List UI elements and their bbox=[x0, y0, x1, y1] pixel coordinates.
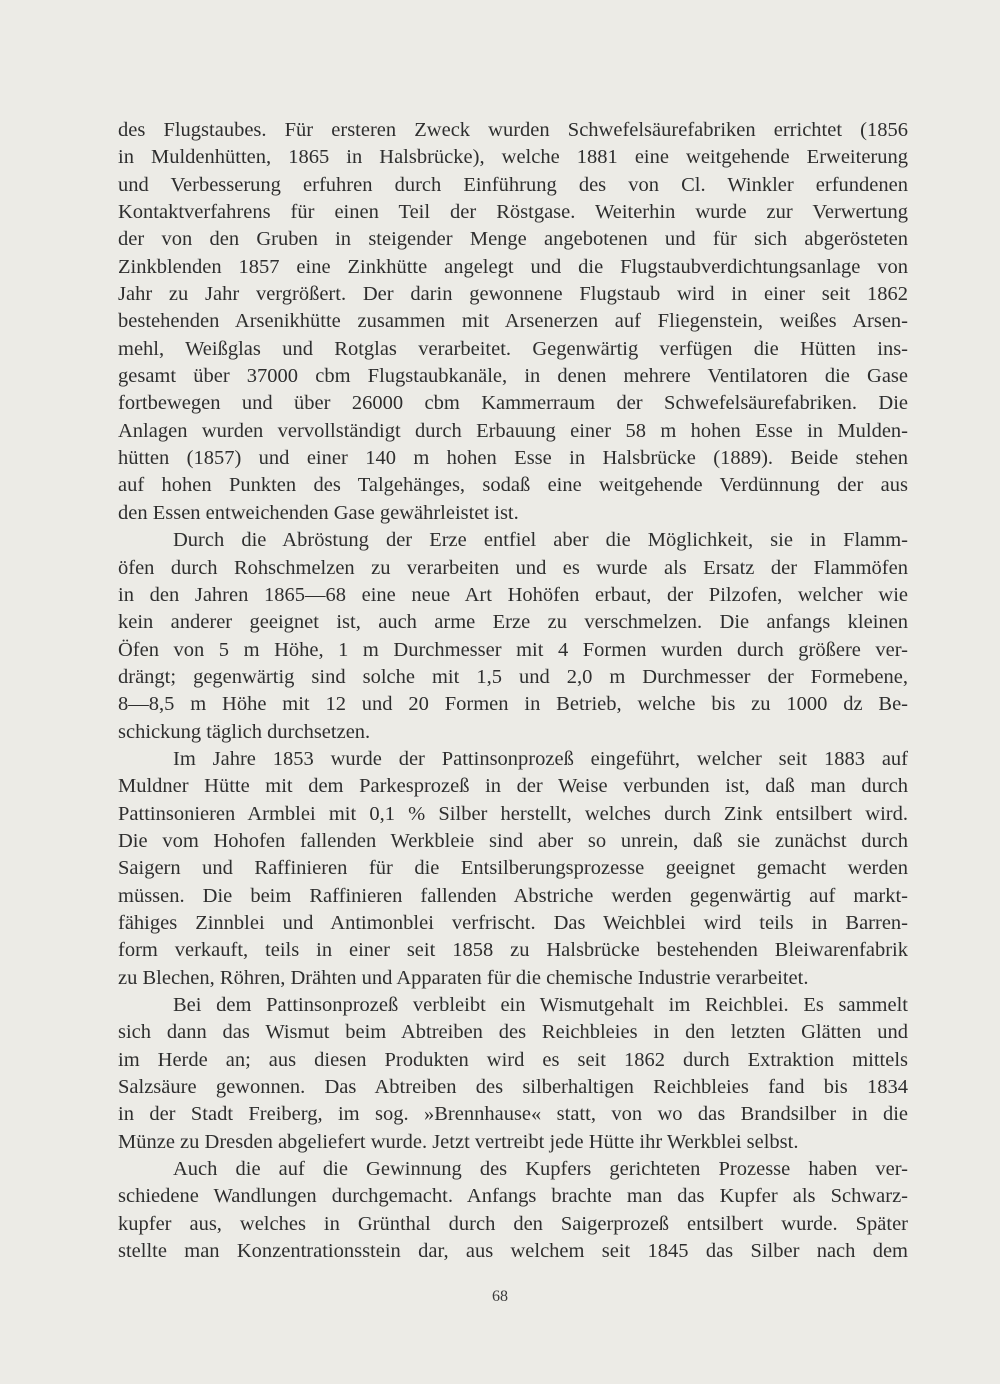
text-line: Bei dem Pattinsonprozeß verbleibt ein Wismutgehalt im Reichblei. Es sammelt bbox=[173, 994, 908, 1016]
text-line: 8—8,5 m Höhe mit 12 und 20 Formen in Betrieb, welche bis zu 1000 dz Be- bbox=[118, 693, 908, 716]
text-line: Saigern und Raffinieren für die Entsilberungsprozesse geeignet gemacht werden bbox=[118, 857, 908, 880]
text-line: auf hohen Punkten des Talgehänges, sodaß eine weitgehende Verdünnung der aus bbox=[118, 474, 908, 497]
text-line: form verkauft, teils in einer seit 1858 zu Halsbrücke bestehenden Bleiwarenfabrik bbox=[118, 939, 908, 962]
text-line: Kontaktverfahrens für einen Teil der Röstgase. Weiterhin wurde zur Verwertung bbox=[118, 201, 908, 224]
text-line: Öfen von 5 m Höhe, 1 m Durchmesser mit 4 Formen wurden durch größere ver- bbox=[118, 638, 908, 661]
text-line: schiedene Wandlungen durchgemacht. Anfangs brachte man das Kupfer als Schwarz- bbox=[118, 1185, 908, 1208]
text-line: öfen durch Rohschmelzen zu verarbeiten und es wurde als Ersatz der Flammöfen bbox=[118, 556, 908, 579]
text-line: des Flugstaubes. Für ersteren Zweck wurden Schwefelsäurefabriken errichtet (1856 bbox=[118, 119, 908, 141]
text-line: hütten (1857) und einer 140 m hohen Esse in Halsbrücke (1889). Beide stehen bbox=[118, 447, 908, 470]
text-line: in den Jahren 1865—68 eine neue Art Hohöfen erbaut, der Pilzofen, welcher wie bbox=[118, 583, 908, 606]
text-line: Durch die Abröstung der Erze entfiel aber die Möglichkeit, sie in Flamm- bbox=[173, 529, 908, 552]
text-line: stellte man Konzentrationsstein dar, aus welchem seit 1845 das Silber nach dem bbox=[118, 1240, 908, 1263]
text-line: müssen. Die beim Raffinieren fallenden Abstriche werden gegenwärtig auf markt- bbox=[118, 884, 908, 907]
text-line: Pattinsonieren Armblei mit 0,1 % Silber herstellt, welches durch Zink entsilbert wird. bbox=[118, 802, 908, 825]
text-line: Die vom Hohofen fallenden Werkbleie sind aber so unrein, daß sie zunächst durch bbox=[118, 829, 908, 852]
body-text bbox=[118, 117, 908, 1265]
text-line: und Verbesserung erfuhren durch Einführung des von Cl. Winkler erfundenen bbox=[118, 173, 908, 196]
page-number: 68 bbox=[492, 1288, 508, 1305]
text-line: bestehenden Arsenikhütte zusammen mit Arsenerzen auf Fliegenstein, weißes Arsen- bbox=[118, 310, 908, 333]
text-line: fähiges Zinnblei und Antimonblei verfrischt. Das Weichblei wird teils in Barren- bbox=[118, 911, 908, 934]
paragraph bbox=[118, 1156, 908, 1265]
text-line: Salzsäure gewonnen. Das Abtreiben des silberhaltigen Reichbleies fand bis 1834 bbox=[118, 1076, 908, 1099]
text-line: mehl, Weißglas und Rotglas verarbeitet. Gegenwärtig verfügen die Hütten ins- bbox=[118, 337, 908, 360]
text-line: in der Stadt Freiberg, im sog. »Brennhause« statt, von wo das Brandsilber in die bbox=[118, 1103, 908, 1126]
text-line: gesamt über 37000 cbm Flugstaubkanäle, in denen mehrere Ventilatoren die Gase bbox=[118, 365, 908, 388]
paragraph bbox=[118, 992, 908, 1156]
text-line: in Muldenhütten, 1865 in Halsbrücke), welche 1881 eine weitgehende Erweiterung bbox=[118, 146, 908, 169]
text-line: kupfer aus, welches in Grünthal durch den Saigerprozeß entsilbert wurde. Später bbox=[118, 1212, 908, 1235]
text-line: der von den Gruben in steigender Menge angebotenen und für sich abgerösteten bbox=[118, 228, 908, 251]
text-line: fortbewegen und über 26000 cbm Kammerraum der Schwefelsäurefabriken. Die bbox=[118, 392, 908, 415]
text-line: Anlagen wurden vervollständigt durch Erbauung einer 58 m hohen Esse in Mulden- bbox=[118, 419, 908, 442]
text-line: zu Blechen, Röhren, Drähten und Apparaten für die chemische Industrie verarbeitet. bbox=[118, 966, 809, 989]
text-line: Jahr zu Jahr vergrößert. Der darin gewonnene Flugstaub wird in einer seit 1862 bbox=[118, 283, 908, 306]
text-line: Auch die auf die Gewinnung des Kupfers gerichteten Prozesse haben ver- bbox=[173, 1158, 908, 1181]
text-line: kein anderer geeignet ist, auch arme Erze zu verschmelzen. Die anfangs kleinen bbox=[118, 611, 908, 634]
paragraph bbox=[118, 746, 908, 992]
text-line: Münze zu Dresden abgeliefert wurde. Jetzt vertreibt jede Hütte ihr Werkblei selbst. bbox=[118, 1130, 799, 1153]
text-line: im Herde an; aus diesen Produkten wird es seit 1862 durch Extraktion mittels bbox=[118, 1048, 908, 1071]
text-line: Zinkblenden 1857 eine Zinkhütte angelegt und die Flugstaubverdichtungsanlage von bbox=[118, 255, 908, 278]
text-line: drängt; gegenwärtig sind solche mit 1,5 und 2,0 m Durchmesser der Formebene, bbox=[118, 665, 908, 688]
text-line: schickung täglich durchsetzen. bbox=[118, 720, 371, 743]
text-line: Muldner Hütte mit dem Parkesprozeß in der Weise verbunden ist, daß man durch bbox=[118, 775, 908, 798]
text-line: den Essen entweichenden Gase gewährleistet ist. bbox=[118, 501, 519, 524]
paragraph bbox=[118, 117, 908, 527]
text-line: sich dann das Wismut beim Abtreiben des Reichbleies in den letzten Glätten und bbox=[118, 1021, 908, 1044]
paragraph bbox=[118, 527, 908, 746]
text-line: Im Jahre 1853 wurde der Pattinsonprozeß eingeführt, welcher seit 1883 auf bbox=[173, 747, 908, 770]
